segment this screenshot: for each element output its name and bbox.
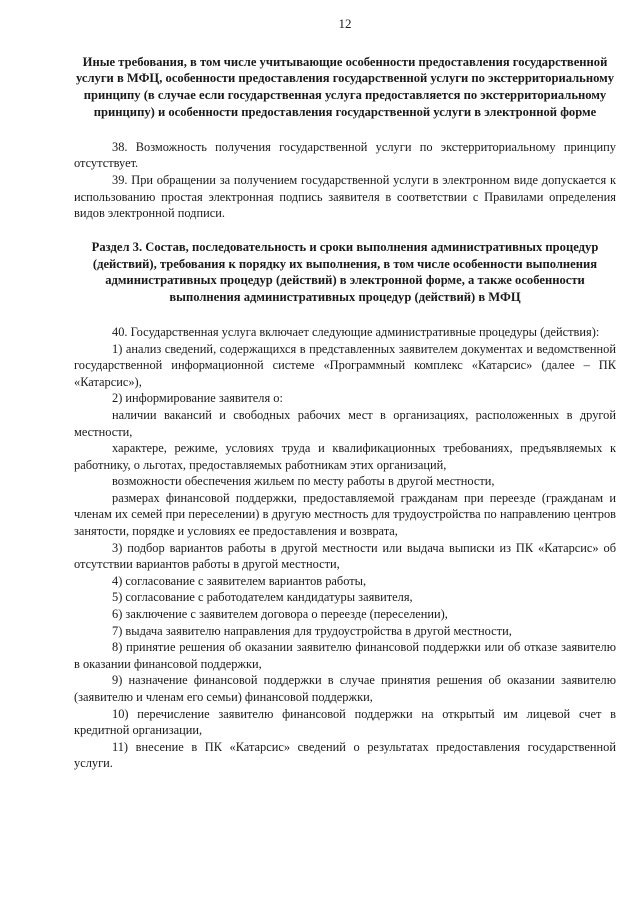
paragraph: 40. Государственная услуга включает следующие административные процедуры (действия): [112, 324, 600, 339]
page-number: 12 [338, 16, 352, 31]
list-item: 6) заключение с заявителем договора о переезде (переселении), [112, 607, 448, 622]
list-item: 1) анализ сведений, содержащихся в представленных заявителем документах и ведомственной государственной информационной системе «Программный комплекс «Катарсис» (далее – ПК «Катарсис»), [74, 341, 616, 389]
document-page [74, 16, 616, 772]
list-item: 5) согласование с работодателем кандидатуры заявителя, [112, 590, 413, 605]
section-heading-section-3: Раздел 3. Состав, последовательность и сроки выполнения административных процедур (действий), требования к порядку их выполнения, в том числе особенности выполнения административных процедур (действий) в электронной форме, а также особенности выполнения административных процедур (действий) в МФЦ [91, 239, 599, 305]
section-3-body [74, 324, 616, 772]
list-item: 9) назначение финансовой поддержки в случае принятия решения об оказании заявителю (заявителю и членам его семьи) финансовой поддержки, [74, 673, 616, 704]
list-item: 8) принятие решения об оказании заявителю финансовой поддержки или об отказе заявителю в оказании финансовой поддержки, [74, 640, 616, 671]
section-other-requirements [74, 139, 616, 222]
list-item: 4) согласование с заявителем вариантов работы, [112, 573, 367, 588]
list-item: 3) подбор вариантов работы в другой местности или выдача выписки из ПК «Катарсис» об отсутствии вариантов работы в другой местности, [74, 540, 616, 572]
list-item: 7) выдача заявителю направления для трудоустройства в другой местности, [112, 623, 512, 638]
list-item: 2) информирование заявителя о: [112, 391, 283, 406]
list-item: возможности обеспечения жильем по месту работы в другой местности, [112, 474, 495, 489]
list-item: 10) перечисление заявителю финансовой поддержки на открытый им лицевой счет в кредитной организации, [74, 706, 616, 738]
list-item: характере, режиме, условиях труда и квалификационных требованиях, предъявляемых к работнику, о льготах, предоставляемых работникам этих организаций, [74, 441, 616, 472]
paragraph: 38. Возможность получения государственной услуги по экстерриториальному принципу отсутствует. [74, 139, 616, 171]
section-heading-other-requirements: Иные требования, в том числе учитывающие особенности предоставления государственной услуги в МФЦ, особенности предоставления государственной услуги по экстерриториальному принципу (в случае если государственная услуга предоставляется по экстерриториальному принципу) и особенности предоставления государственной услуги в электронной форме [75, 54, 615, 119]
paragraph: 39. При обращении за получением государственной услуги в электронном виде допускается к использованию простая электронная подпись заявителя в соответствии с Правилами определения видов электронной подписи. [74, 172, 616, 221]
list-item: размерах финансовой поддержки, предоставляемой гражданам при переезде (гражданам и членам их семей при переселении) в другую местность для трудоустройства по направлению центров занятости, порядке и условиях ее предоставления и возврата, [74, 490, 616, 539]
list-item: 11) внесение в ПК «Катарсис» сведений о результатах предоставления государственной услуги. [74, 739, 616, 771]
list-item: наличии вакансий и свободных рабочих мест в организациях, расположенных в другой местности, [74, 407, 616, 439]
